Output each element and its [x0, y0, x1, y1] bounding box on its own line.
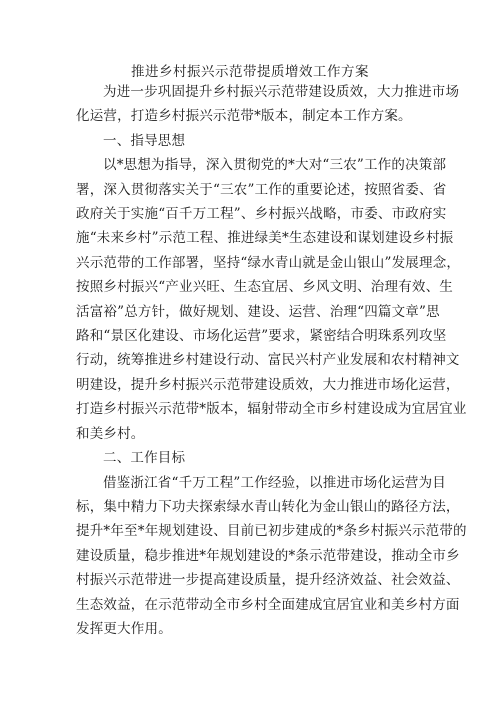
- section1-line: 和美乡村。: [76, 425, 145, 442]
- section2-line: 借鉴浙江省“千万工程”工作经验，以推进市场化运营为目: [103, 474, 447, 491]
- section1-line: 活富裕”总方针，做好规划、建设、运营、治理“四篇文章”思: [76, 303, 440, 320]
- section2-line: 生态效益，在示范带动全市乡村全面建成宜居宜业和美乡村方面: [76, 596, 460, 613]
- section2-line: 标，集中精力下功夫探索绿水青山转化为金山银山的路径方法，: [76, 498, 460, 515]
- intro-paragraph: [76, 80, 460, 129]
- section1-line: 政府关于实施“百千万工程”、乡村振兴战略，市委、市政府实: [76, 206, 447, 223]
- document-title: 推进乡村振兴示范带提质增效工作方案: [131, 64, 369, 80]
- section2-line: 建设质量，稳步推进*年规划建设的*条示范带建设，推动全市乡: [76, 547, 460, 564]
- section2-line: 村振兴示范带进一步提高建设质量，提升经济效益、社会效益、: [76, 572, 460, 589]
- section1-line: 施“未来乡村”示范工程、推进绿美*生态建设和谋划建设乡村振: [76, 230, 454, 247]
- section2-line: 发挥更大作用。: [76, 620, 172, 637]
- section-heading-work-goals: 二、工作目标: [103, 450, 186, 467]
- section2-line: 提升*年至*年规划建设、目前已初步建成的*条乡村振兴示范带的: [76, 523, 467, 540]
- intro-line: 化运营，打造乡村振兴示范带*版本，制定本工作方案。: [76, 108, 412, 125]
- section1-line: 以*思想为指导，深入贯彻党的*大对“三农”工作的决策部: [103, 157, 447, 174]
- section1-line: 打造乡村振兴示范带*版本，辐射带动全市乡村建设成为宜居宜业: [76, 401, 467, 418]
- section1-line: 明建设，提升乡村振兴示范带建设质效，大力推进市场化运营，: [76, 376, 460, 393]
- section1-line: 行动，统筹推进乡村建设行动、富民兴村产业发展和农村精神文: [76, 352, 460, 369]
- section2-paragraph: [76, 471, 467, 642]
- section1-line: 署，深入贯彻落实关于“三农”工作的重要论述，按照省委、省: [76, 181, 447, 198]
- section1-paragraph: [76, 153, 467, 446]
- intro-line: 为进一步巩固提升乡村振兴示范带建设质效，大力推进市场: [103, 84, 460, 100]
- section1-line: 路和“景区化建设、市场化运营”要求，紧密结合明珠系列攻坚: [76, 328, 447, 345]
- section1-line: 按照乡村振兴“产业兴旺、生态宜居、乡风文明、治理有效、生: [76, 279, 454, 296]
- section1-line: 兴示范带的工作部署，坚持“绿水青山就是金山银山”发展理念，: [76, 254, 461, 271]
- section-heading-guiding-ideology: 一、指导思想: [103, 132, 186, 149]
- document-body: [76, 80, 467, 641]
